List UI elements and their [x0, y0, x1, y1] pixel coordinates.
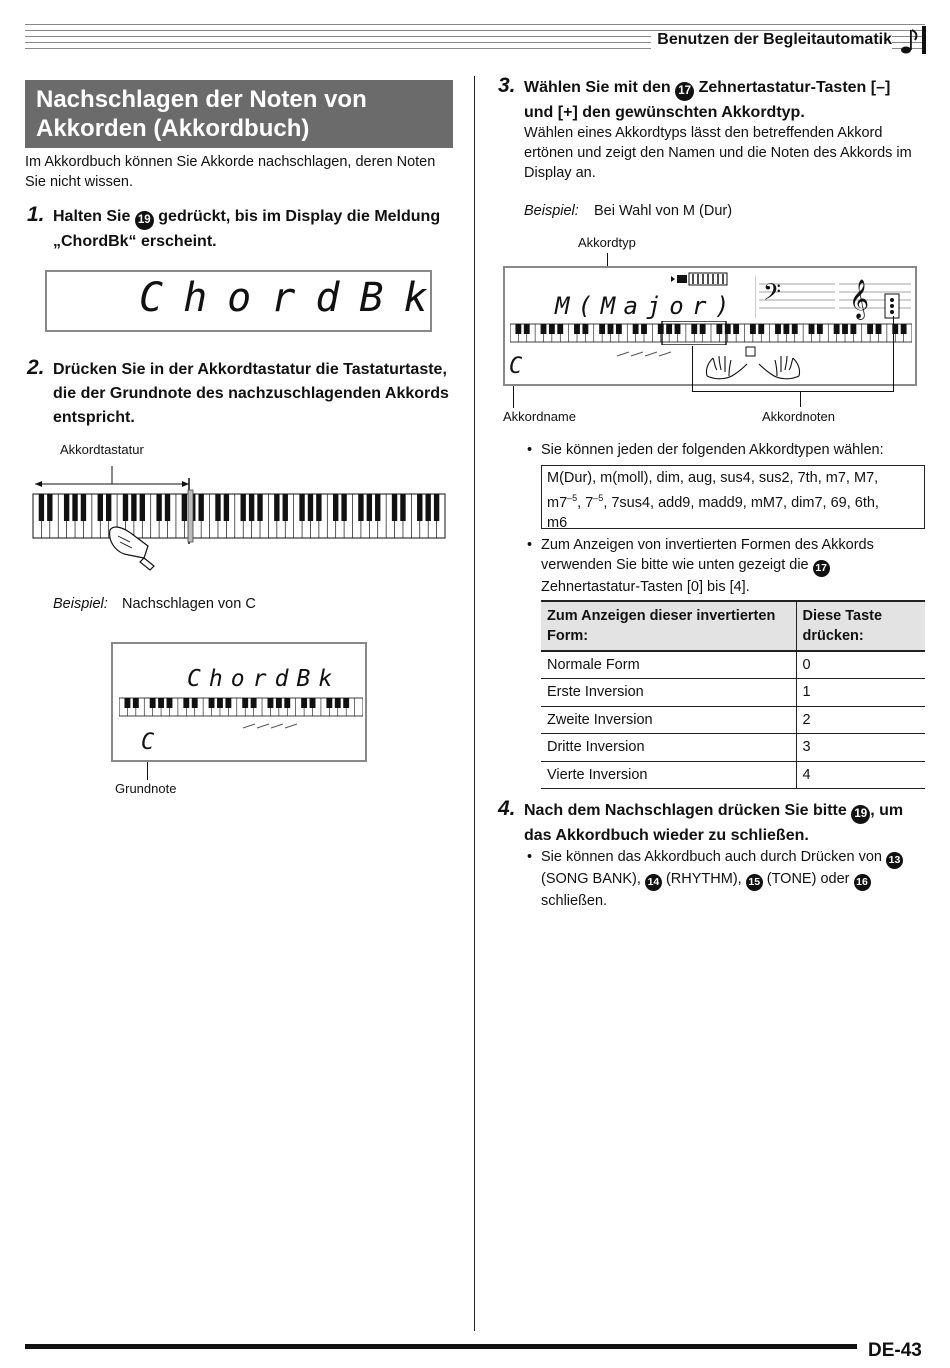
example-text-2: Bei Wahl von M (Dur) — [594, 203, 733, 219]
table-header-form: Zum Anzeigen dieser invertierten Form: — [541, 601, 796, 651]
chord-m7: m7 — [547, 494, 568, 511]
section-title: Nachschlagen der Noten von Akkorden (Akkordbuch) — [25, 80, 453, 148]
step-1-number: 1. — [27, 203, 45, 226]
table-cell-key: 2 — [796, 706, 925, 734]
step-1-post: gedrückt, bis im Display die Meldung „ChordBk“ erscheint. — [53, 208, 441, 250]
example-label-2: Beispiel: — [524, 203, 579, 219]
column-divider — [474, 76, 475, 1331]
close-rhythm: (RHYTHM), — [665, 871, 742, 887]
table-cell-key: 1 — [796, 679, 925, 707]
chord-types-line-2 — [547, 488, 919, 513]
step-3-pre: Wählen Sie mit den — [524, 79, 671, 96]
bullet-close-options — [541, 847, 925, 911]
lcd-display-root — [111, 642, 367, 762]
step-4-pre: Nach dem Nachschlagen drücken Sie bitte — [524, 802, 847, 819]
lcd-dash-marks — [241, 722, 305, 730]
example-label-1: Beispiel: — [53, 596, 108, 612]
close-options-pre: Sie können das Akkordbuch auch durch Drücken von — [541, 849, 882, 865]
lcd-note-c-2: C — [509, 354, 534, 379]
step-3-number: 3. — [498, 74, 516, 97]
chord-name-leader — [513, 386, 514, 408]
lcd-keyboard-strip-2 — [510, 321, 912, 345]
step-4-number: 4. — [498, 797, 516, 820]
chord-name-label: Akkordname — [503, 409, 576, 424]
keyboard-label: Akkordtastatur — [60, 442, 144, 457]
treble-clef-icon: 𝄞 — [849, 279, 870, 319]
table-cell-form: Erste Inversion — [541, 679, 796, 707]
key-14-badge: 14 — [645, 874, 662, 891]
key-17-badge: 17 — [675, 82, 694, 101]
step-3-text — [524, 76, 924, 125]
table-header-key: Diese Taste drücken: — [796, 601, 925, 651]
lcd-chordbk-text: ChordBk — [139, 275, 448, 321]
lcd-dash-marks-2 — [615, 350, 679, 358]
close-song-bank: (SONG BANK), — [541, 871, 641, 887]
key-19-badge: 19 — [135, 211, 154, 230]
keyboard-illustration — [32, 462, 446, 574]
chord-sep: , 7 — [577, 494, 594, 511]
staff-icon — [755, 274, 913, 320]
chord-types-line-3: m6 — [547, 514, 568, 531]
chord-notes-label: Akkordnoten — [762, 409, 835, 424]
track-indicator-icon — [671, 272, 731, 286]
hands-icon — [701, 354, 805, 382]
chord-types-line-1: M(Dur), m(moll), dim, aug, sus4, sus2, 7th, m7, M7, — [547, 470, 879, 486]
table-cell-form: Zweite Inversion — [541, 706, 796, 734]
step-2-number: 2. — [27, 356, 45, 379]
table-row — [541, 679, 925, 707]
chord-notes-bracket-right — [893, 316, 894, 392]
music-note-icon — [898, 26, 924, 56]
chord-type-label: Akkordtyp — [578, 235, 636, 250]
chord-notes-bracket-bottom — [692, 391, 894, 392]
root-label: Grundnote — [115, 781, 177, 796]
bullet-inversions-post: Zehnertastatur-Tasten [0] bis [4]. — [541, 579, 750, 595]
step-1-pre: Halten Sie — [53, 208, 131, 225]
step-4-post: um das Akkordbuch wieder zu schließen. — [524, 802, 904, 844]
key-16-badge: 16 — [854, 874, 871, 891]
step-2-text: Drücken Sie in der Akkordtastatur die Tastaturtaste, die der Grundnote des nachzuschlagenden Akkords entspricht. — [53, 361, 449, 426]
chord-rest: , 7sus4, add9, madd9, mM7, dim7, 69, 6th, — [603, 494, 879, 511]
table-cell-key: 4 — [796, 761, 925, 789]
key-13-badge: 13 — [886, 852, 903, 869]
bullet-inversions — [541, 535, 925, 597]
key-19-badge-2: 19 — [851, 805, 870, 824]
table-cell-form: Dritte Inversion — [541, 734, 796, 762]
key-15-badge: 15 — [746, 874, 763, 891]
lcd-note-c: C — [141, 730, 166, 755]
header-bar — [922, 26, 926, 54]
header-title: Benutzen der Begleitautomatik — [651, 31, 892, 49]
close-end: schließen. — [541, 893, 608, 909]
step-3-post: Zehnertastatur-Tasten [–] und [+] den gewünschten Akkordtyp. — [524, 79, 891, 121]
table-row — [541, 734, 925, 762]
lcd-display-chord — [503, 266, 917, 386]
bass-clef-icon: 𝄢 — [763, 278, 782, 311]
chord-sup-1: –5 — [567, 493, 578, 503]
table-cell-key: 3 — [796, 734, 925, 762]
table-row — [541, 761, 925, 789]
intro-text: Im Akkordbuch können Sie Akkorde nachschlagen, deren Noten Sie nicht wissen. — [25, 154, 436, 190]
bullet-inversions-pre: Zum Anzeigen von invertierten Formen des Akkords verwenden Sie bitte wie unten gezeigt die — [541, 537, 874, 573]
bullet-chord-types: • Sie können jeden der folgenden Akkordtypen wählen: — [541, 440, 925, 460]
close-tone: (TONE) oder — [766, 871, 850, 887]
step-4-text: Nach dem Nachschlagen drücken Sie bitte 19 , um das Akkordbuch wieder zu schließen. — [524, 802, 904, 844]
step-3-desc: Wählen eines Akkordtyps lässt den betreffenden Akkord ertönen und zeigt den Namen und die Noten des Akkords im Display an. — [524, 125, 912, 181]
key-17-badge-2: 17 — [813, 560, 830, 577]
chord-notes-leader — [800, 391, 801, 407]
chord-types-box — [541, 465, 925, 529]
step-1-text — [53, 205, 453, 254]
lcd-chordbk-small: ChordBk — [187, 666, 341, 692]
page-number: DE-43 — [868, 1340, 922, 1361]
footer-bar — [25, 1344, 857, 1349]
lcd-keyboard-strip — [119, 696, 363, 718]
root-leader-line — [147, 762, 148, 780]
lcd-display-chordbk — [45, 270, 448, 332]
chord-sup-2: –5 — [593, 493, 604, 503]
table-cell-form: Normale Form — [541, 651, 796, 679]
table-row — [541, 651, 925, 679]
lcd-major-text: M(Major) — [555, 292, 738, 320]
table-cell-key: 0 — [796, 651, 925, 679]
table-header-row — [541, 601, 925, 651]
chord-notes-bracket-left — [692, 346, 693, 392]
example-text-1: Nachschlagen von C — [122, 596, 256, 612]
inversion-table — [541, 600, 925, 789]
table-row — [541, 706, 925, 734]
table-cell-form: Vierte Inversion — [541, 761, 796, 789]
